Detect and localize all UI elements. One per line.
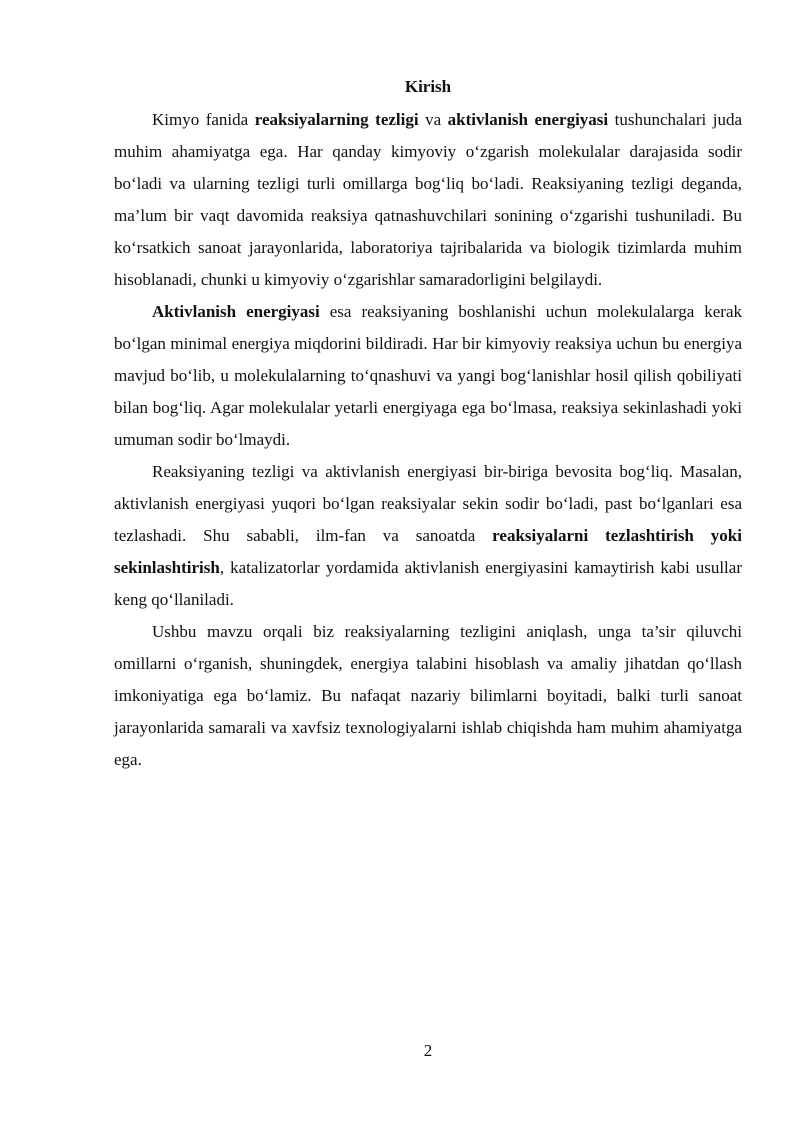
text-run: va [418,110,448,129]
text-run: Ushbu mavzu orqali biz reaksiyalarning tezligini aniqlash, unga ta’sir qiluvchi omillarni o‘rganish, shuningdek, energiya talabini hisoblash va amaliy jihatdan qo‘llash imkoniyatiga ega bo‘lamiz. Bu nafaqat nazariy bilimlarni boyitadi, balki turli sanoat jarayonlarida samarali va xavfsiz texnologiyalarni ishlab chiqishda ham muhim ahamiyatga ega. [114,622,742,769]
text-run: Reaksiyaning tezligi va aktivlanish energiyasi bir-biriga bevosita bog‘liq. Masalan, aktivlanish energiyasi yuqori bo‘lgan reaksiyalar sekin sodir bo‘ladi, past bo‘lganlari esa tezlashadi. Shu sababli, ilm-fan va sanoatda [114,462,742,545]
bold-term: reaksiyalarning tezligi [254,110,419,129]
paragraph [114,616,742,776]
page-content [114,76,742,776]
text-run: , katalizatorlar yordamida aktivlanish energiyasini kamaytirish kabi usullar keng qo‘llaniladi. [114,558,742,609]
paragraph [114,104,742,296]
paragraph [114,456,742,616]
section-title: Kirish [404,77,452,96]
text-run: Kimyo fanida [152,110,255,129]
text-run: tushunchalari juda muhim ahamiyatga ega. Har qanday kimyoviy o‘zgarish molekulalar darajasida sodir bo‘ladi va ularning tezligi turli omillarga bog‘liq bo‘ladi. Reaksiyaning tezligi deganda, ma’lum bir vaqt davomida reaksiya qatnashuvchilari sonining o‘zgarishi tushuniladi. Bu ko‘rsatkich sanoat jarayonlarida, laboratoriya tajribalarida va biologik tizimlarda muhim hisoblanadi, chunki u kimyoviy o‘zgarishlar samaradorligini belgilaydi. [114,110,742,289]
paragraph [114,296,742,456]
bold-term: reaksiyalarni tezlashtirish yoki sekinlashtirish [114,526,742,577]
bold-term: Aktivlanish energiyasi [152,302,320,321]
text-run: esa reaksiyaning boshlanishi uchun molekulalarga kerak bo‘lgan minimal energiya miqdorini bildiradi. Har bir kimyoviy reaksiya uchun bu energiya mavjud bo‘lib, u molekulalarning to‘qnashuvi va yangi bog‘lanishlar hosil qilish qobiliyati bilan bog‘liq. Agar molekulalar yetarli energiyaga ega bo‘lmasa, reaksiya sekinlashadi yoki umuman sodir bo‘lmaydi. [114,302,742,449]
bold-term: aktivlanish energiyasi [447,110,609,129]
page-number: 2 [423,1041,433,1060]
